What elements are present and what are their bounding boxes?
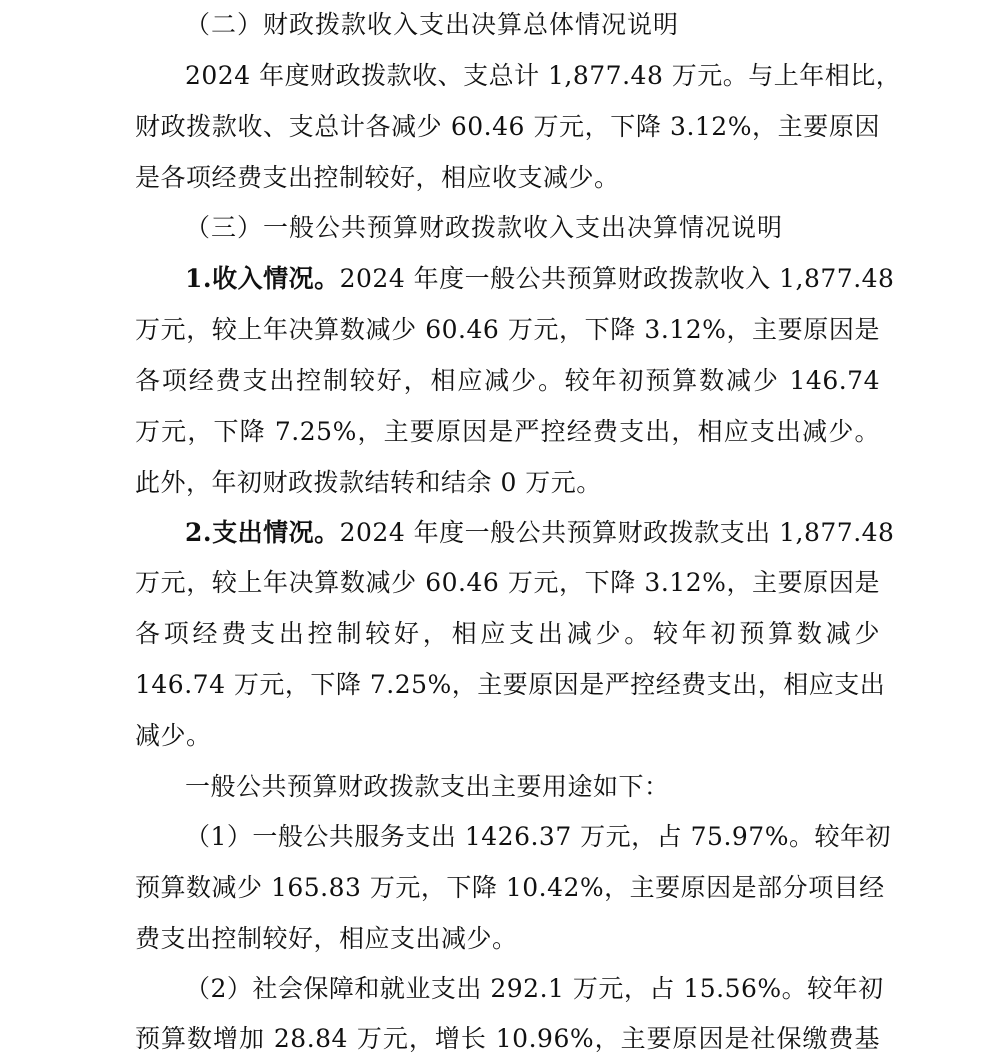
list-item-line: 预算数增加 28.84 万元，增长 10.96%，主要原因是社保缴费基 [135,1024,880,1053]
expense-label: 2.支出情况。 [185,518,340,547]
paragraph-line: 2024 年度财政拨款收、支总计 1,877.48 万元。与上年相比， [185,61,902,90]
list-item-line: （1）一般公共服务支出 1426.37 万元，占 75.97%。较年初 [185,822,891,851]
section-heading-2: （二）财政拨款收入支出决算总体情况说明 [185,10,680,39]
uses-intro: 一般公共预算财政拨款支出主要用途如下： [185,772,670,801]
paragraph-line: 此外，年初财政拨款结转和结余 0 万元。 [135,468,602,497]
paragraph-line: 万元，较上年决算数减少 60.46 万元，下降 3.12%，主要原因是 [135,568,880,597]
expense-paragraph-first-line [185,516,895,550]
expense-line-rest: 2024 年度一般公共预算财政拨款支出 1,877.48 [339,518,895,547]
paragraph-line: 减少。 [135,721,212,750]
income-line-rest: 2024 年度一般公共预算财政拨款收入 1,877.48 [339,264,895,293]
paragraph-line: 万元，下降 7.25%，主要原因是严控经费支出，相应支出减少。 [135,417,880,446]
paragraph-line: 各项经费支出控制较好，相应减少。较年初预算数减少 146.74 [135,366,880,395]
list-item-line: 费支出控制较好，相应支出减少。 [135,924,518,953]
income-label: 1.收入情况。 [185,264,340,293]
income-paragraph-first-line [185,262,895,296]
paragraph-line: 是各项经费支出控制较好，相应收支减少。 [135,163,620,192]
list-item-line: （2）社会保障和就业支出 292.1 万元，占 15.56%。较年初 [185,974,884,1003]
section-heading-3: （三）一般公共预算财政拨款收入支出决算情况说明 [185,213,784,242]
paragraph-line: 各项经费支出控制较好，相应支出减少。较年初预算数减少 [135,619,880,648]
paragraph-line: 146.74 万元，下降 7.25%，主要原因是严控经费支出，相应支出 [135,670,886,699]
paragraph-line: 万元，较上年决算数减少 60.46 万元，下降 3.12%，主要原因是 [135,315,880,344]
paragraph-line: 财政拨款收、支总计各减少 60.46 万元，下降 3.12%，主要原因 [135,112,880,141]
list-item-line: 预算数减少 165.83 万元，下降 10.42%，主要原因是部分项目经 [135,873,885,902]
